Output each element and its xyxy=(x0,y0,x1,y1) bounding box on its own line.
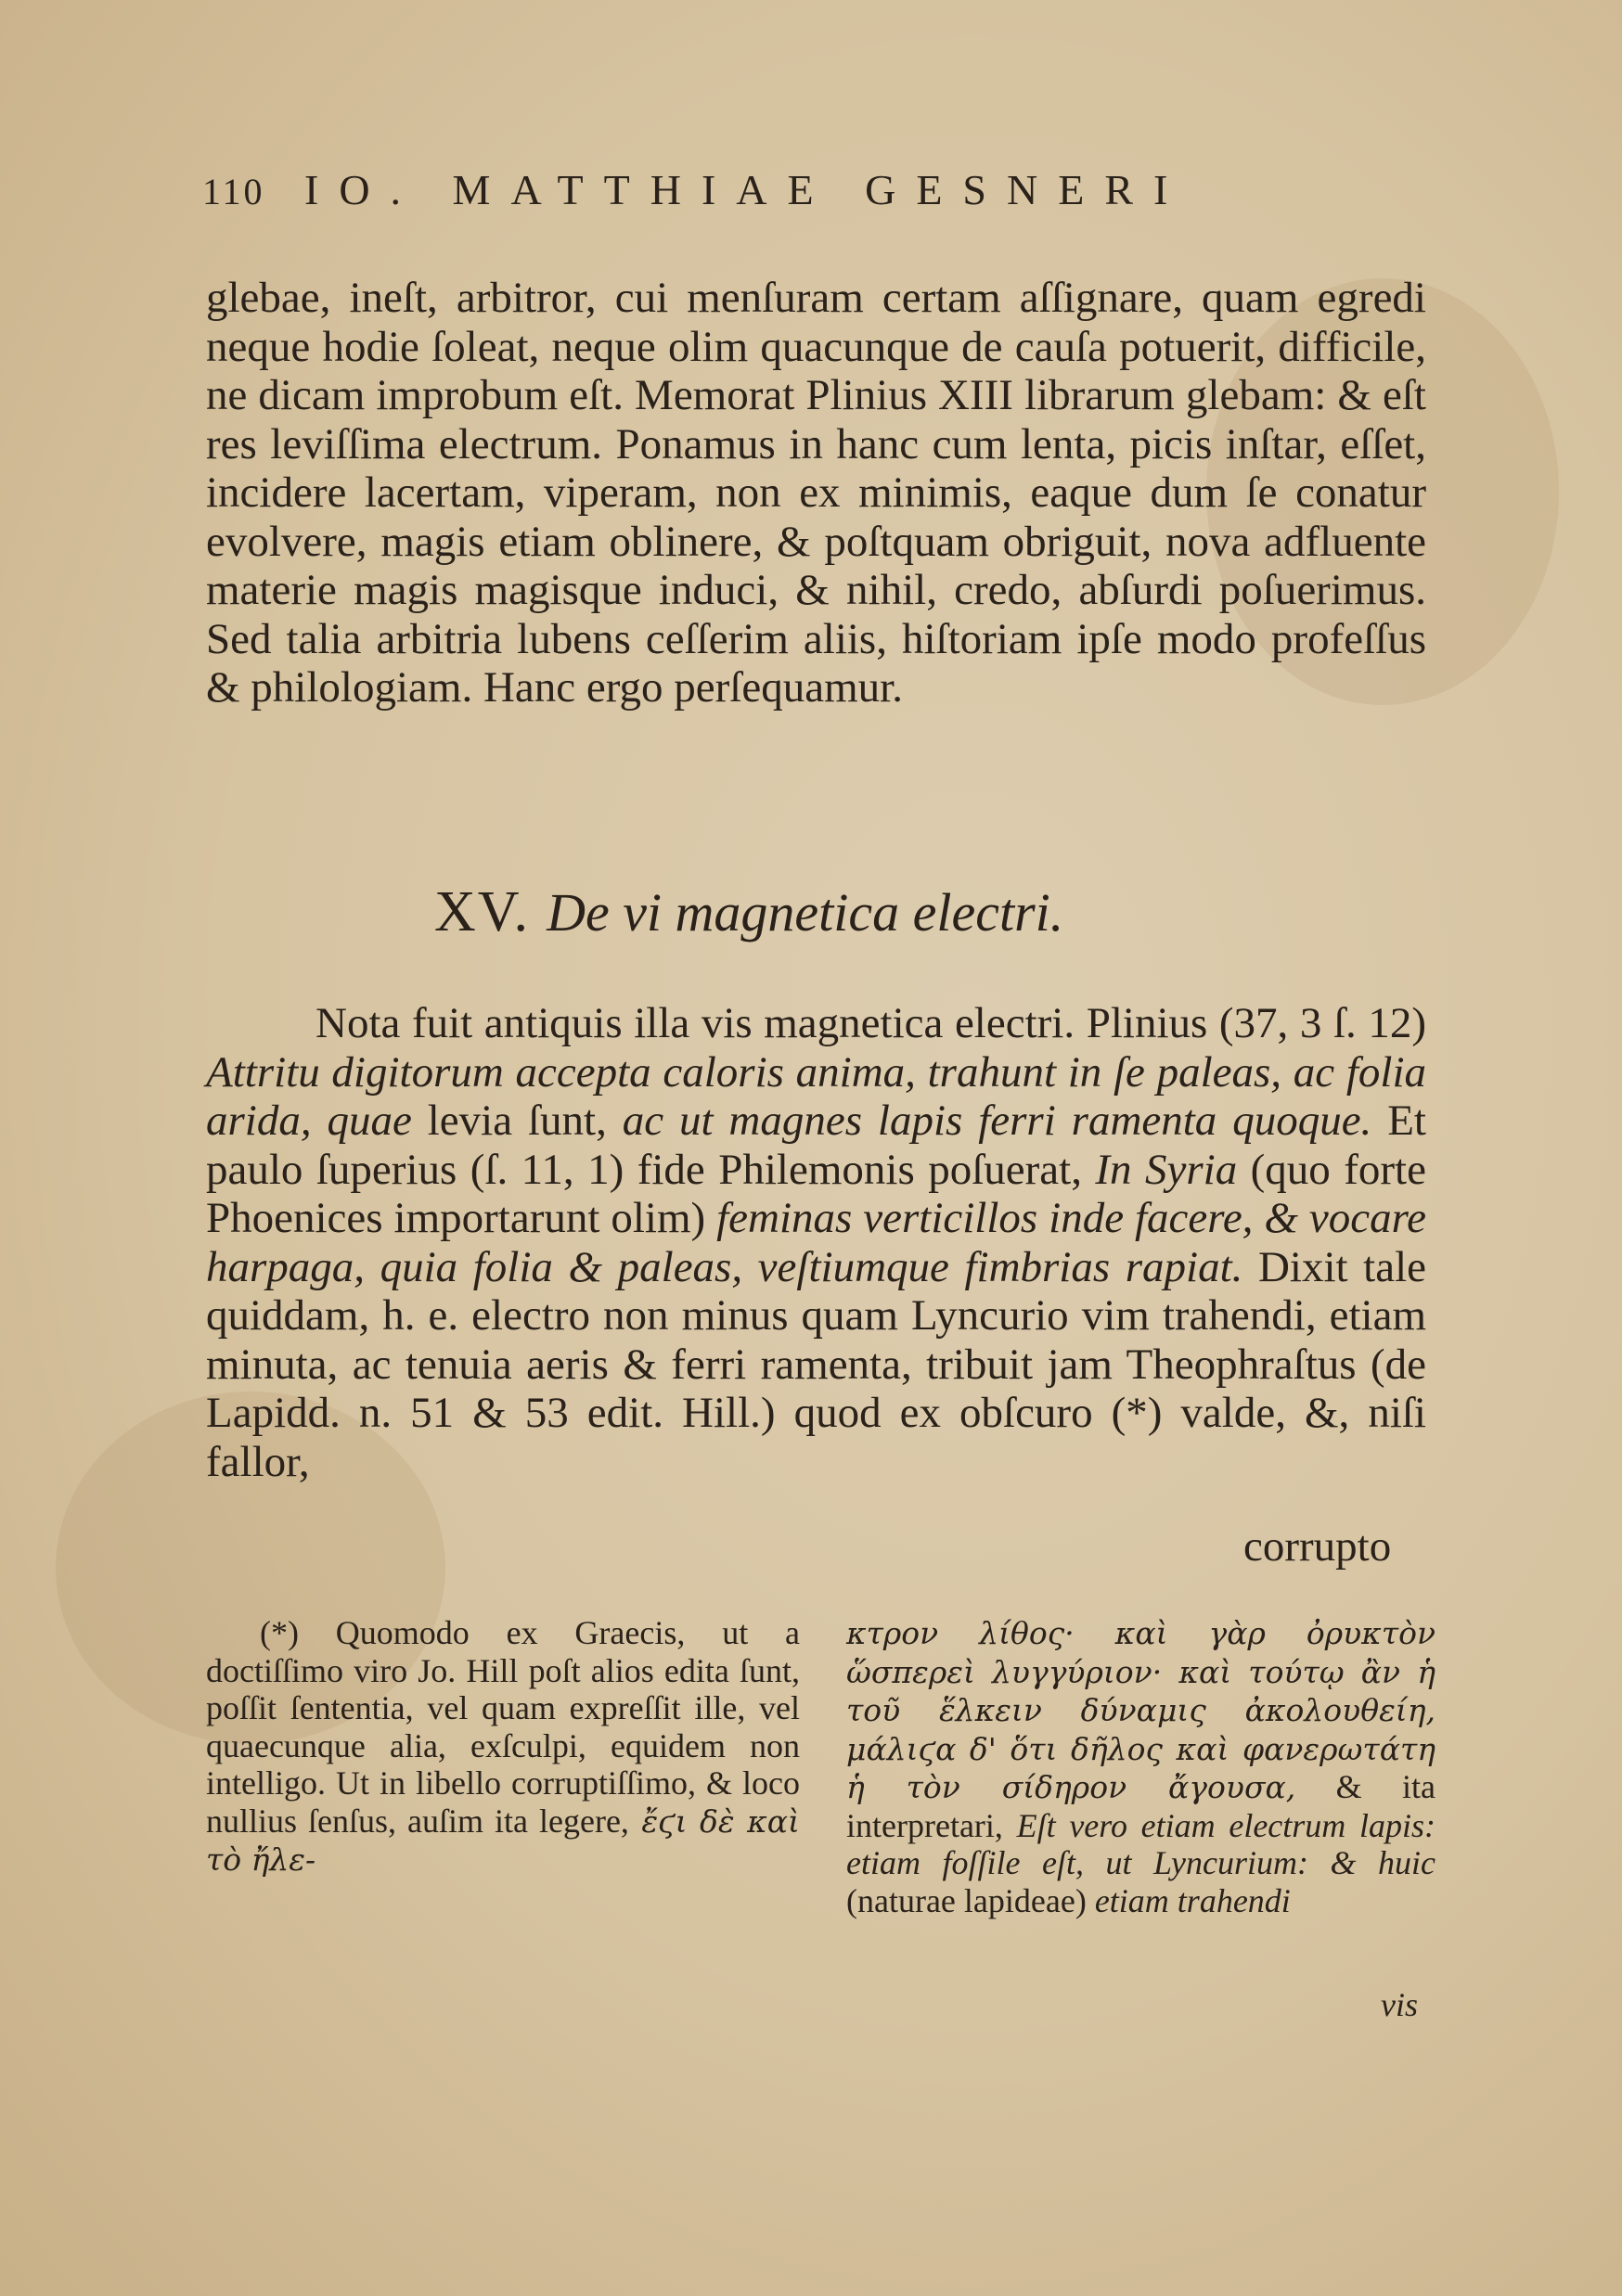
text-run: levia ſunt, xyxy=(411,1097,623,1145)
paragraph: glebae, ineſt, arbitror, cui menſuram certam aſſignare, quam egredi neque hodie ſoleat, neque olim quacunque de cauſa potuerit, difficile, ne dicam improbum eſt. Memorat Plinius XIII librarum glebam: & eſt res leviſſima electrum. Ponamus in hanc cum lenta, picis inſtar, eſſet, incidere lacertam, viperam, non ex minimis, eaque dum ſe conatur evolvere, magis etiam oblinere, & poſtquam obriguit, nova adfluente materie magis magisque induci, & nihil, credo, abſurdi poſuerimus. Sed talia arbitria lubens ceſſerim aliis, hiſtoriam ipſe modo profeſſus & philologiam. Hanc ergo perſequamur. xyxy=(206,274,1426,712)
page-number: 110 xyxy=(202,171,265,212)
greek-text: ἔϛι δὲ καὶ τὸ ἤλε- xyxy=(206,1802,800,1878)
text-run: (*) Quomodo ex Graecis, ut a doctiſſimo viro Jo. Hill poſt alios edita ſunt, poſſit ſententia, vel quam expreſſit ille, vel quaecunque alia, exſculpi, equidem non intelligo. Ut in libello corruptiſſimo, & loco nullius ſenſus, auſim ita legere, xyxy=(206,1614,800,1840)
section-number: XV. xyxy=(434,880,531,943)
text-run: (naturae lapideae) xyxy=(846,1881,1095,1919)
quotation: Eſt vero etiam electrum lapis: etiam foſſile eſt, ut Lyncurium: & huic xyxy=(846,1806,1435,1881)
paragraph xyxy=(206,999,1426,1486)
section-heading xyxy=(434,879,1269,954)
main-text-block-2 xyxy=(206,956,1426,1530)
running-head xyxy=(202,165,1297,230)
greek-text: κτρον λίθος· καὶ γὰρ ὀρυκτὸν ὥσπερεὶ λυγγύριον· καὶ τούτῳ ἂν ἡ τοῦ ἕλκειν δύναμις ἀκολουθείη, μάλιϛα δ' ὅτι δῆλος καὶ φανερωτάτη ἡ τὸν σίδηρον ἄγουσα, xyxy=(846,1615,1435,1805)
quotation: Attritu digitorum accepta caloris anima, trahunt in ſe paleas, ac folia arida, quae xyxy=(206,1047,1426,1145)
text-run: (quo forte Phoenices importarunt olim) xyxy=(206,1145,1426,1242)
footnote-catchword: vis xyxy=(1381,1986,1418,2023)
quotation: In Syria xyxy=(1095,1145,1238,1194)
section-title: De vi magnetica electri. xyxy=(547,882,1064,943)
quotation: feminas verticillos inde facere, & vocare harpaga, quia folia & paleas, veſtiumque fimbrias rapiat. xyxy=(206,1194,1426,1291)
footnote-left-column xyxy=(206,1614,800,1879)
quotation: ac ut magnes lapis ferri ramenta quoque. xyxy=(622,1097,1372,1145)
text-run: Nota fuit antiquis illa vis magnetica electri. Plinius (37, 3 ſ. 12) xyxy=(315,999,1426,1047)
text-run: Et paulo ſuperius (ſ. 11, 1) fide Philemonis poſuerat, xyxy=(206,1097,1426,1194)
main-text-block-1 xyxy=(206,274,1426,712)
quotation: etiam trahendi xyxy=(1094,1881,1291,1919)
footnote-right-column xyxy=(846,1614,1435,1919)
footnote-text xyxy=(846,1614,1435,1919)
text-run: & ita interpretari, xyxy=(846,1768,1435,1844)
catchword: corrupto xyxy=(1243,1522,1392,1571)
footnote-text xyxy=(206,1614,800,1879)
text-run: Dixit tale quiddam, h. e. electro non minus quam Lyncurio vim trahendi, etiam minuta, ac tenuia aeris & ferri ramenta, tribuit jam Theophraſtus (de Lapidd. n. 51 & 53 edit. Hill.) quod ex obſcuro (*) valde, &, niſi fallor, xyxy=(206,1242,1426,1486)
running-title: IO. MATTHIAE GESNERI xyxy=(304,166,1189,213)
